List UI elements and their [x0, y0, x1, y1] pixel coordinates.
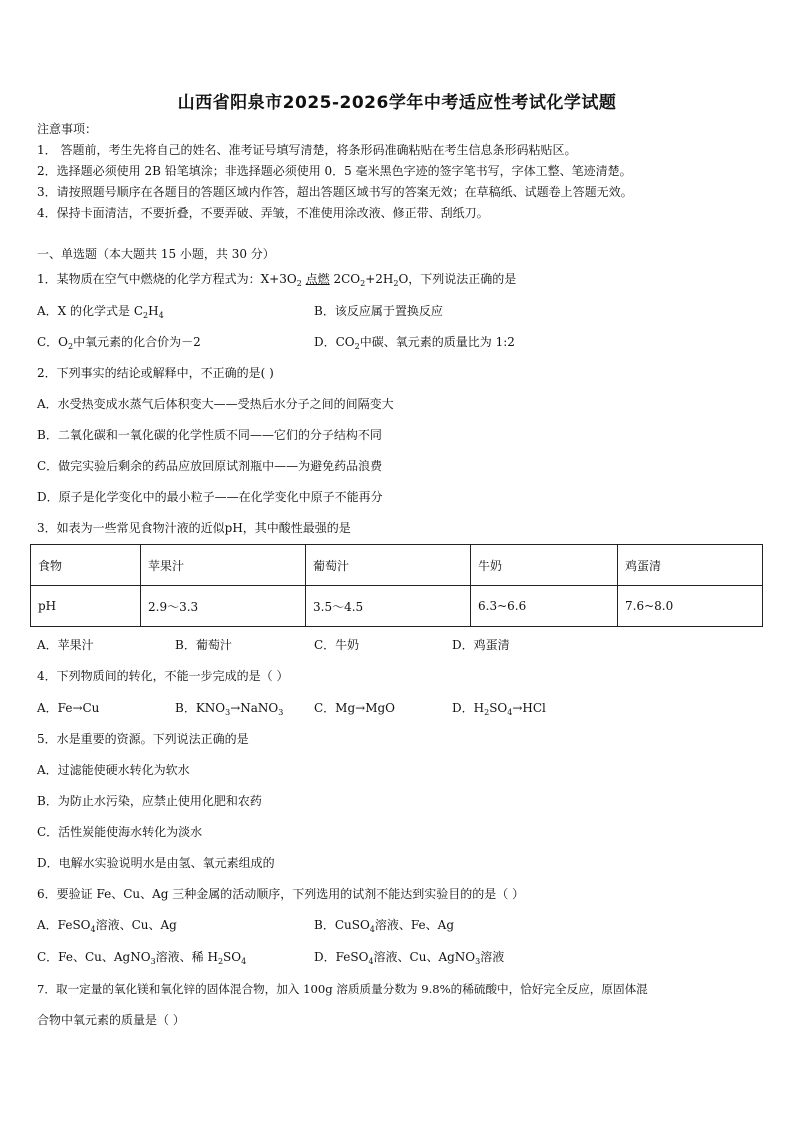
question-4-stem: 4．下列物质间的转化，不能一步完成的是（ ）	[37, 669, 289, 683]
table-cell: 2.9～3.3	[141, 586, 306, 627]
table-cell: 3.5～4.5	[306, 586, 471, 627]
q5-option-b: B．为防止水污染，应禁止使用化肥和农药	[37, 794, 262, 808]
q5-option-a: A．过滤能使硬水转化为软水	[37, 763, 190, 777]
question-6-stem: 6．要验证 Fe、Cu、Ag 三种金属的活动顺序，下列选用的试剂不能达到实验目的的是（ ）	[37, 887, 525, 901]
section-heading: 一、单选题（本大题共 15 小题，共 30 分）	[37, 247, 275, 261]
q1-option-c: C．$O_2$中氧元素的化合价为－2	[37, 335, 201, 351]
q2-option-b: B．二氧化碳和一氧化碳的化学性质不同——它们的分子结构不同	[37, 428, 382, 442]
q4-option-d: D．$H_2SO_4\to HCl$	[452, 701, 546, 717]
question-3-stem: 3．如表为一些常见食物汁液的近似pH，其中酸性最强的是	[37, 521, 351, 535]
table-cell: 7.6~8.0	[618, 586, 763, 627]
q4-option-a: A．Fe→Cu	[37, 701, 100, 715]
notice-item-1: 1． 答题前，考生先将自己的姓名、准考证号填写清楚，将条形码准确粘贴在考生信息条形码粘贴区。	[37, 143, 577, 157]
table-cell: 苹果汁	[141, 545, 306, 586]
q4-option-c: C．Mg→MgO	[314, 701, 396, 715]
q3-option-b: B．葡萄汁	[175, 638, 232, 652]
question-7-stem-line-1: 7．取一定量的氧化镁和氧化锌的固体混合物，加入 100g 溶质质量分数为 9.8%的稀硫酸中，恰好完全反应，原固体混	[37, 982, 648, 996]
q6-option-b: B．CuSO$_4$溶液、Fe、Ag	[314, 918, 455, 934]
q6-option-a: A．FeSO$_4$溶液、Cu、Ag	[37, 918, 177, 934]
question-7-stem-line-2: 合物中氧元素的质量是（ ）	[37, 1013, 185, 1027]
notice-item-2: 2．选择题必须使用 2B 铅笔填涂；非选择题必须使用 0．5 毫米黑色字迹的签字笔书写，字体工整、笔迹清楚。	[37, 164, 632, 178]
table-cell: 食物	[31, 545, 141, 586]
notice-heading: 注意事项：	[37, 122, 98, 136]
q3-option-d: D．鸡蛋清	[452, 638, 510, 652]
table-cell: 6.3~6.6	[471, 586, 618, 627]
table-cell: pH	[31, 586, 141, 627]
question-2-stem: 2．下列事实的结论或解释中，不正确的是( )	[37, 366, 274, 380]
q2-option-a: A．水受热变成水蒸气后体积变大——受热后水分子之间的间隔变大	[37, 397, 394, 411]
q2-option-c: C．做完实验后剩余的药品应放回原试剂瓶中——为避免药品浪费	[37, 459, 383, 473]
q4-option-b: B．$KNO_3\to NaNO_3$	[175, 701, 284, 717]
question-1-stem: 1．某物质在空气中燃烧的化学方程式为：$X+3O_2$ 点燃 $2CO_2+2H_2O$，下列说法正确的是	[37, 272, 517, 288]
page-title: 山西省阳泉市2025-2026学年中考适应性考试化学试题	[177, 93, 617, 113]
q1-option-b: B．该反应属于置换反应	[314, 304, 443, 318]
table-cell: 鸡蛋清	[618, 545, 763, 586]
q6-option-d: D．FeSO$_4$溶液、Cu、AgNO$_3$溶液	[314, 950, 505, 966]
q3-option-a: A．苹果汁	[37, 638, 94, 652]
reaction-condition: 点燃	[305, 272, 330, 286]
notice-item-4: 4．保持卡面清洁，不要折叠，不要弄破、弄皱，不准使用涂改液、修正带、刮纸刀。	[37, 206, 489, 220]
table-cell: 葡萄汁	[306, 545, 471, 586]
notice-item-3: 3．请按照题号顺序在各题目的答题区域内作答，超出答题区域书写的答案无效；在草稿纸、试题卷上答题无效。	[37, 185, 633, 199]
q5-option-d: D．电解水实验说明水是由氢、氧元素组成的	[37, 856, 275, 870]
q5-option-c: C．活性炭能使海水转化为淡水	[37, 825, 203, 839]
ph-table	[30, 544, 763, 627]
table-row	[31, 586, 763, 627]
q3-option-c: C．牛奶	[314, 638, 360, 652]
q1-option-a: A．X 的化学式是 $C_2H_4$	[37, 304, 164, 320]
q6-option-c: C．Fe、Cu、AgNO$_3$溶液、稀 $H_2SO_4$	[37, 950, 247, 966]
question-5-stem: 5．水是重要的资源。下列说法正确的是	[37, 732, 249, 746]
table-cell: 牛奶	[471, 545, 618, 586]
q1-option-d: D．$CO_2$中碳、氧元素的质量比为 1:2	[314, 335, 515, 351]
table-header-row	[31, 545, 763, 586]
q2-option-d: D．原子是化学变化中的最小粒子——在化学变化中原子不能再分	[37, 490, 383, 504]
